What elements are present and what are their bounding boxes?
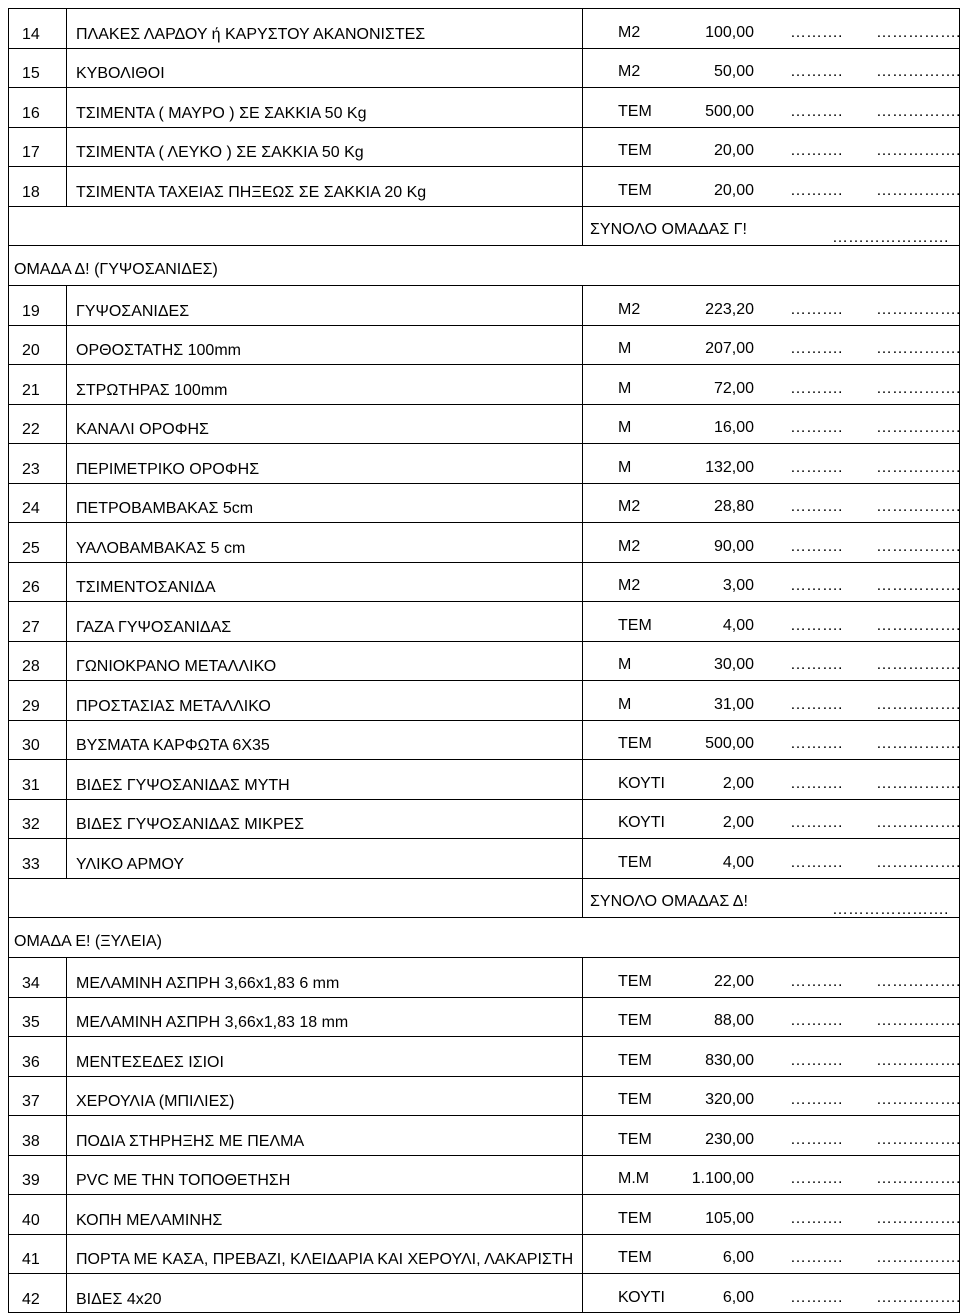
- item-unit: Μ2: [618, 63, 641, 80]
- unit-price-placeholder: ……….: [790, 1051, 843, 1069]
- item-description: ΤΣΙΜΕΝΤΑ ( ΜΑΥΡΟ ) ΣΕ ΣΑΚΚΙΑ 50 Kg: [76, 104, 367, 122]
- item-description: ΤΣΙΜΕΝΤΑ ΤΑΧΕΙΑΣ ΠΗΞΕΩΣ ΣΕ ΣΑΚΚΙΑ 20 Kg: [76, 183, 427, 201]
- table-row: [8, 601, 960, 641]
- unit-price-placeholder: ……….: [790, 1130, 843, 1148]
- table-row: [8, 1115, 960, 1155]
- unit-price-placeholder: ……….: [790, 23, 843, 41]
- item-number: 22: [22, 421, 40, 438]
- total-value-placeholder: ………………….: [832, 229, 949, 246]
- unit-price-placeholder: ……….: [790, 577, 843, 594]
- item-quantity: 207,00: [705, 340, 754, 357]
- item-quantity: 2,00: [722, 814, 754, 831]
- item-unit: ΤΕΜ: [618, 1091, 652, 1108]
- item-quantity: 6,00: [722, 1249, 754, 1266]
- item-number: 34: [22, 974, 40, 992]
- section-d: [8, 285, 960, 878]
- total-price-placeholder: …………….: [876, 181, 960, 199]
- item-unit: Μ2: [618, 498, 641, 515]
- item-number: 35: [22, 1014, 40, 1031]
- table-row: [8, 720, 960, 760]
- item-description: ΟΡΘΟΣΤΑΤΗΣ 100mm: [76, 342, 241, 359]
- item-description: ΠΡΟΣΤΑΣΙΑΣ ΜΕΤΑΛΛΙΚΟ: [76, 697, 271, 715]
- total-price-placeholder: …………….: [876, 656, 960, 673]
- item-quantity: 90,00: [713, 537, 754, 555]
- unit-price-placeholder: ……….: [790, 300, 843, 318]
- total-price-placeholder: …………….: [876, 537, 960, 555]
- unit-price-placeholder: ……….: [790, 1249, 843, 1266]
- item-unit: ΤΕΜ: [618, 1249, 652, 1266]
- item-quantity: 105,00: [705, 1209, 754, 1227]
- item-description: ΓΩΝΙΟΚΡΑΝΟ ΜΕΤΑΛΛΙΚΟ: [76, 658, 277, 675]
- item-description: ΠΛΑΚΕΣ ΛΑΡΔΟΥ ή ΚΑΡΥΣΤΟΥ ΑΚΑΝΟΝΙΣΤΕΣ: [76, 25, 426, 43]
- item-description: ΤΣΙΜΕΝΤΑ ( ΛΕΥΚΟ ) ΣΕ ΣΑΚΚΙΑ 50 Kg: [76, 144, 364, 161]
- item-description: ΜΕΝΤΕΣΕΔΕΣ ΙΣΙΟΙ: [76, 1053, 224, 1071]
- table-row: [8, 1155, 960, 1195]
- unit-price-placeholder: ……….: [790, 102, 843, 120]
- section-g: [8, 8, 960, 206]
- item-number: 32: [22, 816, 40, 833]
- table-row: [8, 759, 960, 799]
- table-row: [8, 1234, 960, 1274]
- table-row: [8, 1076, 960, 1116]
- table-row: [8, 562, 960, 602]
- unit-price-placeholder: ……….: [790, 1288, 843, 1306]
- unit-price-placeholder: ……….: [790, 458, 843, 476]
- table-row: [8, 641, 960, 681]
- table-row: [8, 1194, 960, 1234]
- total-price-placeholder: …………….: [876, 972, 960, 990]
- unit-price-placeholder: ……….: [790, 616, 843, 634]
- table-row: [8, 838, 960, 878]
- item-number: 18: [22, 183, 40, 201]
- group-title: ΟΜΑΔΑ Ε! (ΞΥΛΕΙΑ): [14, 933, 162, 950]
- item-quantity: 16,00: [713, 419, 754, 436]
- total-price-placeholder: …………….: [876, 577, 960, 594]
- total-label: ΣΥΝΟΛΟ ΟΜΑΔΑΣ Δ!: [590, 893, 748, 910]
- item-unit: Μ: [618, 340, 632, 357]
- item-unit: ΤΕΜ: [618, 853, 652, 871]
- table-row: [8, 483, 960, 523]
- item-number: 15: [22, 65, 40, 82]
- unit-price-placeholder: ……….: [790, 142, 843, 159]
- item-number: 21: [22, 381, 40, 399]
- total-price-placeholder: …………….: [876, 814, 960, 831]
- item-quantity: 88,00: [713, 1012, 754, 1029]
- item-unit: Μ.Μ: [618, 1170, 650, 1187]
- item-unit: ΤΕΜ: [618, 181, 652, 199]
- total-price-placeholder: …………….: [876, 695, 960, 713]
- item-quantity: 30,00: [713, 656, 754, 673]
- item-quantity: 223,20: [705, 300, 754, 318]
- table-row: [8, 957, 960, 997]
- total-label: ΣΥΝΟΛΟ ΟΜΑΔΑΣ Γ!: [590, 221, 747, 238]
- total-price-placeholder: …………….: [876, 1170, 960, 1187]
- table-row: [8, 443, 960, 483]
- group-header-e: [8, 917, 960, 957]
- item-number: 41: [22, 1251, 40, 1268]
- table-row: [8, 997, 960, 1037]
- item-quantity: 28,80: [713, 498, 754, 515]
- item-number: 28: [22, 658, 40, 675]
- item-quantity: 132,00: [705, 458, 754, 476]
- table-row: [8, 8, 960, 48]
- unit-price-placeholder: ……….: [790, 379, 843, 397]
- item-quantity: 50,00: [713, 63, 754, 80]
- group-title: ΟΜΑΔΑ Δ! (ΓΥΨΟΣΑΝΙΔΕΣ): [14, 261, 218, 278]
- item-unit: ΚΟΥΤΙ: [618, 814, 665, 831]
- item-description: ΒΙΔΕΣ ΓΥΨΟΣΑΝΙΔΑΣ ΜΙΚΡΕΣ: [76, 816, 305, 833]
- item-unit: ΚΟΥΤΙ: [618, 774, 665, 792]
- total-row-g: [8, 206, 960, 246]
- item-unit: ΤΕΜ: [618, 1012, 652, 1029]
- item-quantity: 100,00: [705, 23, 754, 41]
- item-number: 42: [22, 1290, 40, 1308]
- item-unit: ΤΕΜ: [618, 142, 652, 159]
- item-quantity: 1.100,00: [691, 1170, 754, 1187]
- total-price-placeholder: …………….: [876, 379, 960, 397]
- item-number: 33: [22, 855, 40, 873]
- item-quantity: 230,00: [705, 1130, 754, 1148]
- unit-price-placeholder: ……….: [790, 537, 843, 555]
- item-quantity: 320,00: [705, 1091, 754, 1108]
- total-price-placeholder: …………….: [876, 340, 960, 357]
- total-row-d: [8, 878, 960, 918]
- unit-price-placeholder: ……….: [790, 735, 843, 752]
- item-number: 29: [22, 697, 40, 715]
- total-price-placeholder: …………….: [876, 419, 960, 436]
- total-price-placeholder: …………….: [876, 498, 960, 515]
- item-description: ΥΑΛΟΒΑΜΒΑΚΑΣ 5 cm: [76, 539, 246, 557]
- table-row: [8, 285, 960, 325]
- unit-price-placeholder: ……….: [790, 181, 843, 199]
- item-description: ΓΑΖΑ ΓΥΨΟΣΑΝΙΔΑΣ: [76, 618, 232, 636]
- item-description: ΒΥΣΜΑΤΑ ΚΑΡΦΩΤΑ 6Χ35: [76, 737, 270, 754]
- item-quantity: 4,00: [722, 853, 754, 871]
- item-description: ΚΥΒΟΛΙΘΟΙ: [76, 65, 165, 82]
- table-row: [8, 1036, 960, 1076]
- total-price-placeholder: …………….: [876, 616, 960, 634]
- item-unit: Μ2: [618, 300, 641, 318]
- item-unit: Μ: [618, 656, 632, 673]
- group-header-d: [8, 245, 960, 285]
- table-row: [8, 522, 960, 562]
- total-price-placeholder: …………….: [876, 1130, 960, 1148]
- item-description: ΠΕΡΙΜΕΤΡΙΚΟ ΟΡΟΦΗΣ: [76, 460, 260, 478]
- item-quantity: 6,00: [722, 1288, 754, 1306]
- total-price-placeholder: …………….: [876, 1249, 960, 1266]
- item-description: ΚΑΝΑΛΙ ΟΡΟΦΗΣ: [76, 421, 209, 438]
- table-row: [8, 680, 960, 720]
- total-price-placeholder: …………….: [876, 102, 960, 120]
- item-unit: ΤΕΜ: [618, 1209, 652, 1227]
- item-number: 30: [22, 737, 40, 754]
- item-unit: Μ: [618, 458, 632, 476]
- total-price-placeholder: …………….: [876, 853, 960, 871]
- unit-price-placeholder: ……….: [790, 695, 843, 713]
- item-quantity: 4,00: [722, 616, 754, 634]
- table-row: [8, 325, 960, 365]
- item-number: 25: [22, 539, 40, 557]
- item-unit: Μ: [618, 379, 632, 397]
- total-price-placeholder: …………….: [876, 735, 960, 752]
- item-unit: ΤΕΜ: [618, 972, 652, 990]
- item-quantity: 830,00: [705, 1051, 754, 1069]
- item-unit: ΤΕΜ: [618, 616, 652, 634]
- item-number: 40: [22, 1211, 40, 1229]
- item-description: ΠΟΡΤΑ ΜΕ ΚΑΣΑ, ΠΡΕΒΑΖΙ, ΚΛΕΙΔΑΡΙΑ ΚΑΙ ΧΕΡΟΥΛΙ, ΛΑΚΑΡΙΣΤΗ: [76, 1251, 574, 1268]
- price-list-sheet: [8, 8, 960, 1313]
- total-price-placeholder: …………….: [876, 774, 960, 792]
- item-description: ΠΟΔΙΑ ΣΤΗΡΗΞΗΣ ΜΕ ΠΕΛΜΑ: [76, 1132, 305, 1150]
- unit-price-placeholder: ……….: [790, 419, 843, 436]
- item-unit: Μ2: [618, 577, 641, 594]
- total-price-placeholder: …………….: [876, 1091, 960, 1108]
- total-price-placeholder: …………….: [876, 142, 960, 159]
- item-number: 14: [22, 25, 40, 43]
- item-number: 16: [22, 104, 40, 122]
- item-quantity: 500,00: [705, 735, 754, 752]
- total-price-placeholder: …………….: [876, 1012, 960, 1029]
- table-row: [8, 404, 960, 444]
- section-e: [8, 957, 960, 1313]
- item-description: ΒΙΔΕΣ 4x20: [76, 1290, 162, 1308]
- item-quantity: 22,00: [713, 972, 754, 990]
- item-quantity: 500,00: [705, 102, 754, 120]
- item-number: 20: [22, 342, 40, 359]
- item-number: 37: [22, 1093, 40, 1110]
- item-number: 39: [22, 1172, 40, 1189]
- total-value-placeholder: ………………….: [832, 901, 949, 918]
- item-unit: ΤΕΜ: [618, 735, 652, 752]
- item-quantity: 20,00: [713, 142, 754, 159]
- item-unit: ΤΕΜ: [618, 1130, 652, 1148]
- item-description: ΤΣΙΜΕΝΤΟΣΑΝΙΔΑ: [76, 579, 216, 596]
- unit-price-placeholder: ……….: [790, 1091, 843, 1108]
- table-row: [8, 127, 960, 167]
- item-description: ΠΕΤΡΟΒΑΜΒΑΚΑΣ 5cm: [76, 500, 254, 517]
- item-unit: ΤΕΜ: [618, 1051, 652, 1069]
- unit-price-placeholder: ……….: [790, 656, 843, 673]
- item-number: 36: [22, 1053, 40, 1071]
- unit-price-placeholder: ……….: [790, 498, 843, 515]
- total-price-placeholder: …………….: [876, 300, 960, 318]
- item-description: ΥΛΙΚΟ ΑΡΜΟΥ: [76, 855, 185, 873]
- unit-price-placeholder: ……….: [790, 853, 843, 871]
- item-unit: Μ2: [618, 537, 641, 555]
- unit-price-placeholder: ……….: [790, 63, 843, 80]
- total-price-placeholder: …………….: [876, 23, 960, 41]
- unit-price-placeholder: ……….: [790, 972, 843, 990]
- item-quantity: 20,00: [713, 181, 754, 199]
- item-unit: Μ: [618, 419, 632, 436]
- item-description: ΚΟΠΗ ΜΕΛΑΜΙΝΗΣ: [76, 1211, 223, 1229]
- total-price-placeholder: …………….: [876, 458, 960, 476]
- item-description: PVC ΜΕ ΤΗΝ ΤΟΠΟΘΕΤΗΣΗ: [76, 1172, 291, 1189]
- table-row: [8, 364, 960, 404]
- item-description: ΣΤΡΩΤΗΡΑΣ 100mm: [76, 381, 228, 399]
- item-quantity: 2,00: [722, 774, 754, 792]
- table-row: [8, 166, 960, 206]
- table-row: [8, 799, 960, 839]
- table-row: [8, 87, 960, 127]
- item-number: 26: [22, 579, 40, 596]
- unit-price-placeholder: ……….: [790, 814, 843, 831]
- item-unit: Μ: [618, 695, 632, 713]
- item-description: ΜΕΛΑΜΙΝΗ ΑΣΠΡΗ 3,66x1,83 18 mm: [76, 1014, 349, 1031]
- item-unit: Μ2: [618, 23, 641, 41]
- item-number: 38: [22, 1132, 40, 1150]
- total-price-placeholder: …………….: [876, 1051, 960, 1069]
- item-quantity: 31,00: [713, 695, 754, 713]
- item-number: 31: [22, 776, 40, 794]
- item-description: ΧΕΡΟΥΛΙΑ (ΜΠΙΛΙΕΣ): [76, 1093, 235, 1110]
- item-number: 27: [22, 618, 40, 636]
- item-quantity: 72,00: [713, 379, 754, 397]
- unit-price-placeholder: ……….: [790, 1170, 843, 1187]
- unit-price-placeholder: ……….: [790, 1209, 843, 1227]
- unit-price-placeholder: ……….: [790, 774, 843, 792]
- table-row: [8, 1273, 960, 1313]
- total-price-placeholder: …………….: [876, 1209, 960, 1227]
- unit-price-placeholder: ……….: [790, 1012, 843, 1029]
- total-price-placeholder: …………….: [876, 63, 960, 80]
- item-quantity: 3,00: [722, 577, 754, 594]
- item-description: ΒΙΔΕΣ ΓΥΨΟΣΑΝΙΔΑΣ ΜΥΤΗ: [76, 776, 290, 794]
- item-unit: ΚΟΥΤΙ: [618, 1288, 665, 1306]
- item-number: 23: [22, 460, 40, 478]
- item-description: ΜΕΛΑΜΙΝΗ ΑΣΠΡΗ 3,66x1,83 6 mm: [76, 974, 340, 992]
- item-number: 24: [22, 500, 40, 517]
- item-description: ΓΥΨΟΣΑΝΙΔΕΣ: [76, 302, 190, 320]
- table-row: [8, 48, 960, 88]
- total-price-placeholder: …………….: [876, 1288, 960, 1306]
- item-number: 19: [22, 302, 40, 320]
- item-unit: ΤΕΜ: [618, 102, 652, 120]
- item-number: 17: [22, 144, 40, 161]
- unit-price-placeholder: ……….: [790, 340, 843, 357]
